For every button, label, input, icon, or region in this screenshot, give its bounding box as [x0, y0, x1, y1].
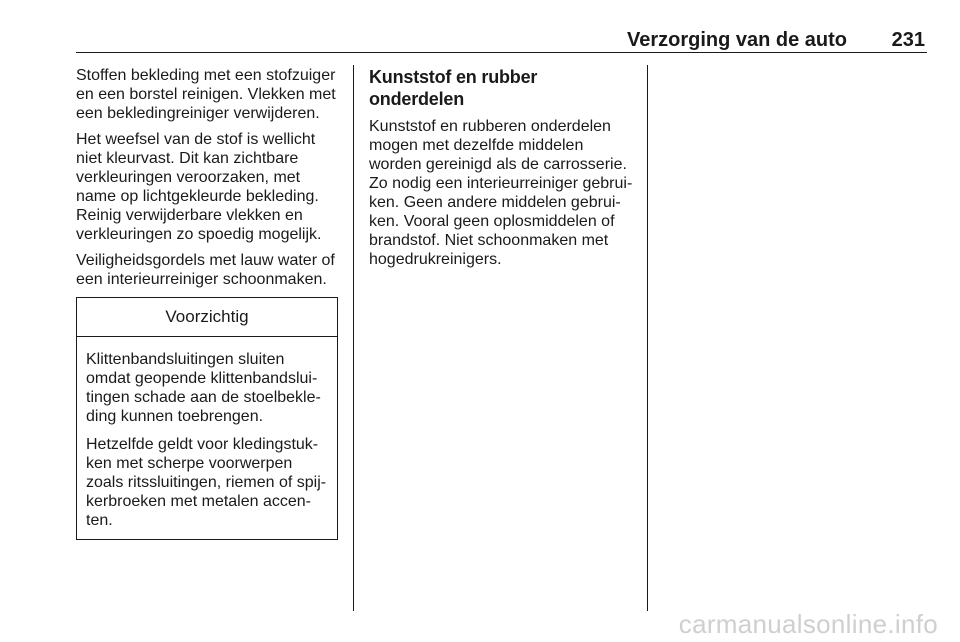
caution-title: Voorzichtig [77, 298, 337, 337]
paragraph: Veiligheidsgordels met lauw water of een interieurreiniger schoonmaken. [76, 252, 335, 288]
caution-body [77, 337, 337, 539]
page-header [76, 20, 927, 53]
paragraph: Stoffen bekleding met een stofzuiger en een borstel reinigen. Vlekken met een bekledingreiniger verwijderen. [76, 67, 336, 122]
paragraph: Het weefsel van de stof is wellicht niet kleurvast. Dit kan zichtbare verkleuringen veroorzaken, met name op lichtgekleurde bekleding. Reinig verwijderbare vlekken en verkleuringen zo spoedig mogelijk. [76, 131, 322, 243]
middle-column [369, 66, 637, 276]
page-number: 231 [891, 29, 925, 51]
section-title: Verzorging van de auto [626, 29, 847, 51]
column-divider-right [647, 65, 648, 611]
caution-paragraph: Hetzelfde geldt voor kledingstukken met scherpe voorwerpen zoals ritssluitingen, riemen of spijkerbroeken met metalen accenten. [86, 436, 327, 529]
column-divider-left [353, 65, 354, 611]
left-column [76, 66, 344, 540]
paragraph: Kunststof en rubberen onderdelen mogen met dezelfde middelen worden gereinigd als de carrosserie. Zo nodig een interieurreiniger gebruiken. Geen andere middelen gebruiken. Vooral geen oplosmiddelen of brandstof. Niet schoonmaken met hogedrukreinigers. [369, 118, 633, 268]
section-heading: Kunststof en rubber onderdelen [369, 67, 538, 109]
caution-paragraph: Klittenbandsluitingen sluiten omdat geopende klittenbandsluitingen schade aan de stoelbekleding kunnen toebrengen. [86, 351, 321, 425]
watermark: carmanualsonline.info [678, 609, 938, 639]
caution-box [76, 297, 338, 540]
